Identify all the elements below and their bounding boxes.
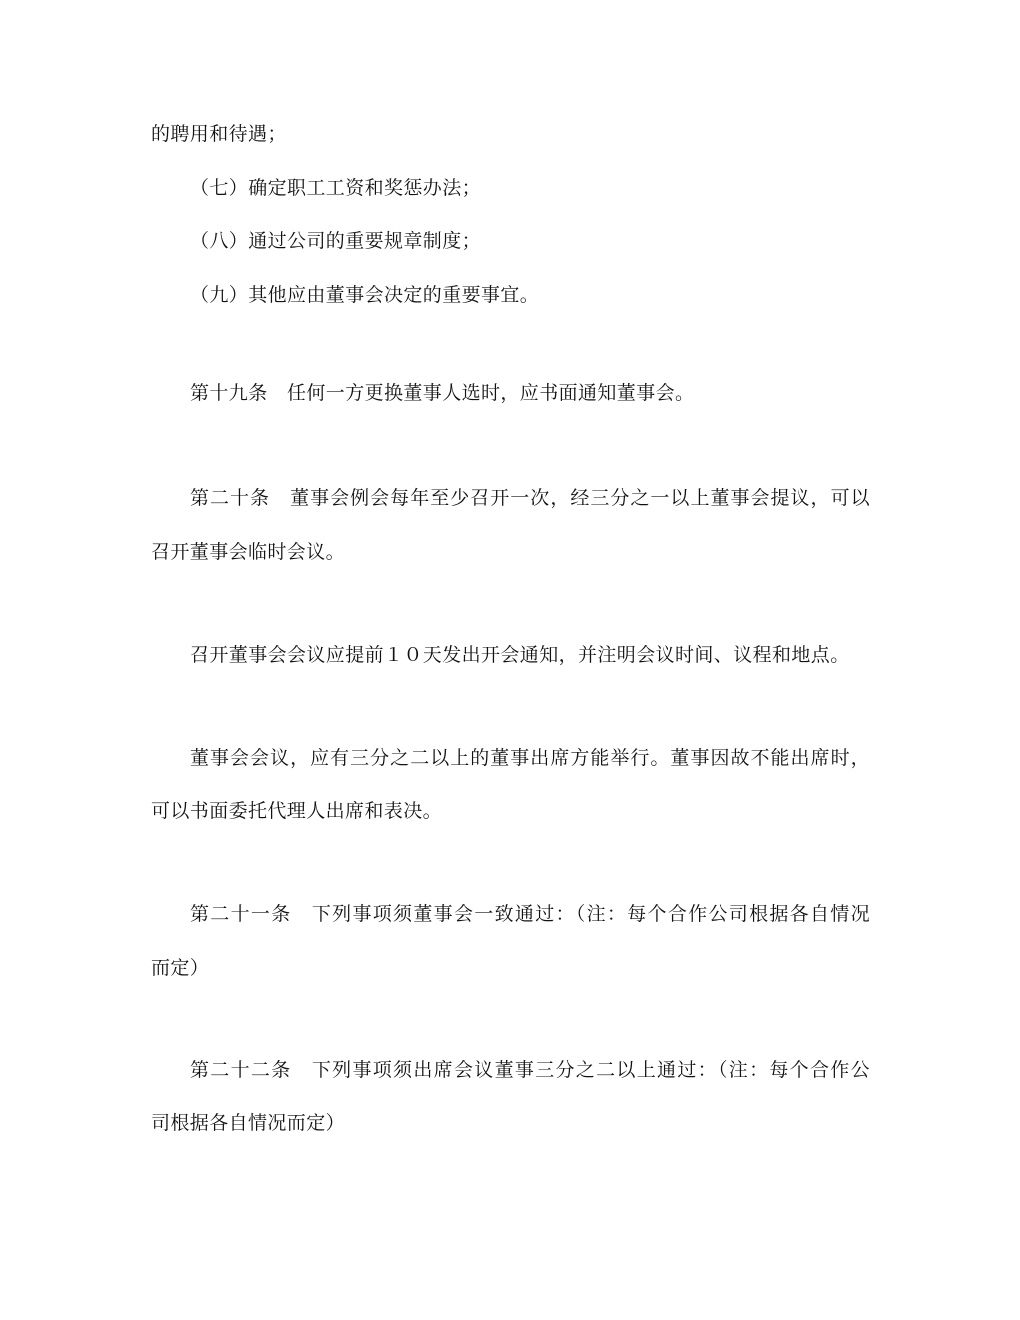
article-22-line-1: 第二十二条 下列事项须出席会议董事三分之二以上通过：（注：每个合作公 [190, 1059, 870, 1081]
text-line: 的聘用和待遇； [151, 123, 287, 145]
paragraph-quorum-line-2: 可以书面委托代理人出席和表决。 [151, 800, 443, 822]
list-item: （七）确定职工工资和奖惩办法； [190, 177, 482, 199]
article-19: 第十九条 任何一方更换董事人选时，应书面通知董事会。 [190, 382, 695, 404]
list-item: （八）通过公司的重要规章制度； [190, 230, 482, 252]
paragraph-quorum-line-1: 董事会会议，应有三分之二以上的董事出席方能举行。董事因故不能出席时， [190, 747, 870, 769]
article-22-line-2: 司根据各自情况而定） [151, 1112, 346, 1134]
article-20-line-1: 第二十条 董事会例会每年至少召开一次，经三分之一以上董事会提议，可以 [190, 487, 870, 509]
article-21-line-2: 而定） [151, 957, 210, 979]
list-item: （九）其他应由董事会决定的重要事宜。 [190, 284, 540, 306]
article-20-line-2: 召开董事会临时会议。 [151, 541, 346, 563]
article-21-line-1: 第二十一条 下列事项须董事会一致通过：（注：每个合作公司根据各自情况 [190, 903, 870, 925]
paragraph-notice: 召开董事会会议应提前１０天发出开会通知，并注明会议时间、议程和地点。 [190, 644, 850, 666]
